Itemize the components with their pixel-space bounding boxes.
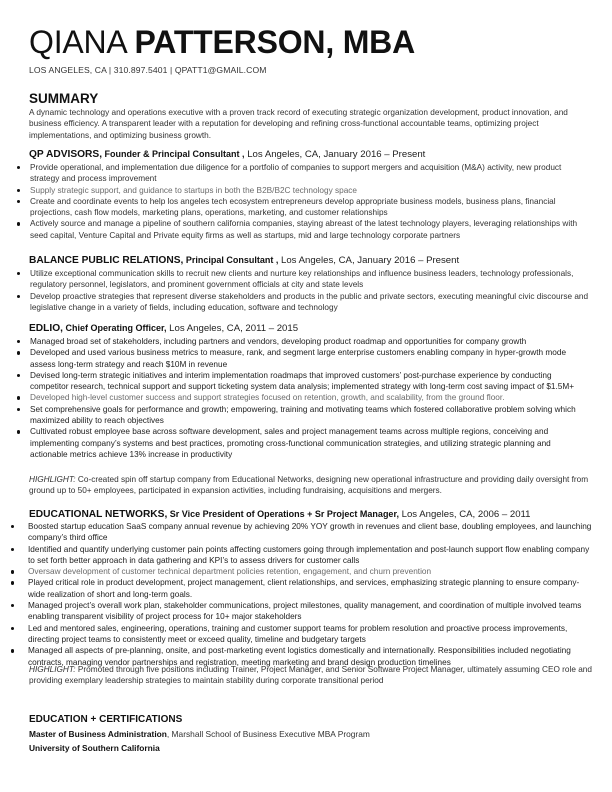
bullet-item: Develop proactive strategies that represent diverse stakeholders and products in the public and private sectors, executing meaningful civic discourse and legislative change in a variety of fields, including education, software and technology — [30, 291, 589, 312]
company-name: EDLIO, — [29, 323, 63, 334]
education-degree-line — [29, 729, 370, 739]
bullet-item: Played critical role in product development, project management, client relationships, and services, emphasizing strategic planning to ensure company-wide realization of short and long-term goals. — [28, 577, 593, 600]
highlight-educational-networks — [29, 664, 594, 687]
job-role: Founder & Principal Consultant , — [102, 149, 245, 159]
job-role: Sr Vice President of Operations + Sr Project Manager, — [167, 509, 399, 519]
job-header-qp-advisors — [29, 149, 425, 160]
job-bullets-qp-advisors — [30, 162, 590, 241]
contact-info: LOS ANGELES, CA | 310.897.5401 | QPATT1@GMAIL.COM — [29, 65, 267, 75]
highlight-label: HIGHLIGHT: — [29, 475, 76, 484]
bullet-item: Developed high-level customer success and support strategies focused on retention, growth, and scalability, from the ground floor. — [30, 392, 590, 403]
bullet-item: Provide operational, and implementation due diligence for a portfolio of companies to support mergers and acquisition (M&A) activity, new product strategy and process improvement — [30, 162, 590, 185]
bullet-item: Developed and used various business metrics to measure, rank, and segment large enterprise customers enabling company in hyper-growth mode assess long-term strategy and reach $10M in revenue — [30, 347, 590, 370]
bullet-item: Oversaw development of customer technical department policies retention, engagement, and churn prevention — [28, 566, 593, 577]
bullet-item: Identified and quantify underlying customer pain points affecting customers going through implementation and post-launch support flow enabling company to set forth better approach in data gathering and KPI’s to assess drivers for customer calls — [28, 544, 593, 567]
job-details: Los Angeles, CA, 2011 – 2015 — [166, 323, 299, 334]
bullet-item: Supply strategic support, and guidance to startups in both the B2B/B2C technology space — [30, 185, 590, 196]
bullet-item: Boosted startup education SaaS company annual revenue by achieving 20% YOY growth in revenues and client base, doubling employees, and launching company’s third office — [28, 522, 592, 543]
bullet-item: Set comprehensive goals for performance and growth; empowering, training and motivating teams which fostered collaborative problem solving which maximized ability to reach objectives — [30, 404, 590, 427]
bullet-item: Cultivated robust employee base across software development, sales and project management teams across multiple regions, conceiving and implementing company’s systems and best practices, promoting cross-functional communication strategies, and utilizing strategic planning and actionable metrics achieve 13% increase in productivity — [30, 426, 590, 460]
education-heading: EDUCATION + CERTIFICATIONS — [29, 714, 183, 725]
job-bullets-educational-networks — [28, 521, 593, 668]
job-role: Chief Operating Officer, — [62, 323, 167, 333]
highlight-edlio — [29, 474, 594, 497]
job-role: Principal Consultant , — [183, 255, 279, 265]
job-details: Los Angeles, CA, January 2016 – Present — [278, 255, 460, 266]
last-name: PATTERSON, MBA — [134, 24, 415, 60]
highlight-text: Co-created spin off startup company from Educational Networks, designing new operational infrastructure and providing daily oversight from ground up to 50+ employees, participated in expansion activities, including fundraising, acquisitions and mergers. — [29, 475, 589, 496]
job-details: Los Angeles, CA, 2006 – 2011 — [398, 509, 531, 520]
job-header-educational-networks — [29, 509, 531, 520]
job-bullets-edlio — [30, 336, 590, 460]
bullet-item: Create and coordinate events to help los angeles tech ecosystem entrepreneurs develop appropriate business models, business plans, financial projections, cash flow models, marketing plans, operations, marketing, and customer relationships — [30, 196, 590, 219]
job-header-balance-pr — [29, 255, 459, 266]
degree-name: Master of Business Administration — [29, 729, 167, 739]
bullet-item: Led and mentored sales, engineering, operations, training and customer support teams for problem resolution and proactive process improvements, directing project teams to consistently meet or exceed quality, timeline and budgetary targets — [28, 623, 593, 646]
highlight-label: HIGHLIGHT: — [29, 665, 76, 674]
bullet-item: Managed broad set of stakeholders, including partners and vendors, developing product roadmap and opportunities for company growth — [30, 336, 590, 347]
job-details: Los Angeles, CA, January 2016 – Present — [244, 149, 426, 160]
first-name: QIANA — [29, 24, 126, 60]
bullet-item: Managed project’s overall work plan, stakeholder communications, project milestones, quality management, and coordination of multiple involved teams enabling transparent visibility of project process for 10+ major stakeholders — [28, 600, 593, 623]
bullet-item: Managed all aspects of pre-planning, onsite, and post-marketing event logistics domestically and internationally. Responsibilities included negotiating contracts, managing vendor partnerships and registration, meeting marketing and brand design production timelines — [28, 645, 593, 668]
bullet-item: Actively source and manage a pipeline of southern california companies, staying abreast of the latest technology players, leveraging relationships with seed capital, Venture Capital and Private equity firms as well as startups, mid and large technology corporate partners — [30, 218, 590, 241]
summary-text: A dynamic technology and operations executive with a proven track record of executing strategic organization development, product innovation, and business efficiency. A transparent leader with a reputation for developing and refining cross-functional accountable teams, optimizing project implementations, and optimizing business growth. — [29, 108, 568, 140]
summary-heading: SUMMARY — [29, 91, 99, 106]
degree-program: , Marshall School of Business Executive MBA Program — [166, 729, 370, 739]
company-name: BALANCE PUBLIC RELATIONS, — [29, 255, 184, 266]
school-name: University of Southern California — [29, 743, 160, 753]
bullet-item: Devised long-term strategic initiatives and interim implementation roadmaps that improved customers’ post-purchase experience by conducting competitor research, technical support and support ticketing system data analysis; implemented strategy with long-term cost saving impact of $1.5M+ — [30, 370, 590, 393]
company-name: EDUCATIONAL NETWORKS, — [29, 509, 168, 520]
job-header-edlio — [29, 323, 298, 334]
highlight-text: Promoted through five positions including Trainer, Project Manager, and Senior Software Project Manager, ultimately assuming CEO role and providing exemplary leadership strategies to maintain stability during corporate transitional period — [29, 665, 592, 686]
job-bullets-balance-pr — [30, 268, 590, 313]
bullet-item: Utilize exceptional communication skills to recruit new clients and nurture key relationships and influence business leaders, technology professionals, regulatory personnel, legislators, and prominent government officials at city and state levels — [30, 268, 590, 291]
company-name: QP ADVISORS, — [29, 149, 103, 160]
candidate-name — [29, 26, 415, 58]
education-school-line — [29, 743, 160, 753]
